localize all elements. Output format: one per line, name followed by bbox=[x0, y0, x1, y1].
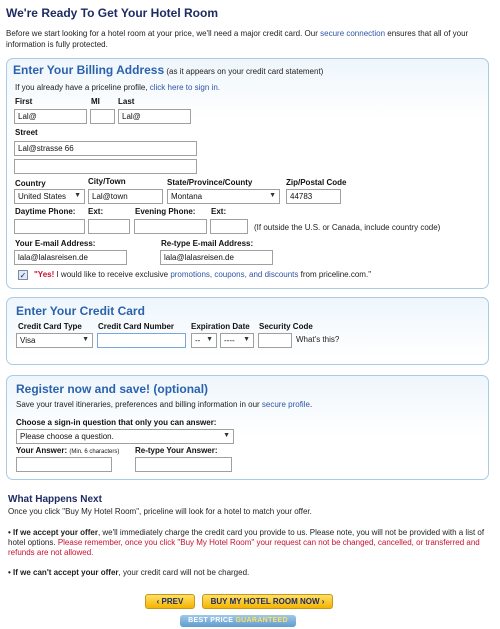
billing-title-row bbox=[13, 63, 323, 77]
checkmark-icon: ✓ bbox=[19, 271, 27, 280]
profile-signin-row: If you already have a priceline profile, click here to sign in. bbox=[15, 83, 221, 92]
expiration-year-select[interactable]: ---- ▼ bbox=[220, 333, 254, 348]
evening-ext-field[interactable] bbox=[210, 219, 248, 234]
chevron-down-icon: ▼ bbox=[223, 432, 230, 439]
signin-question-select[interactable]: Please choose a question. ▼ bbox=[16, 429, 234, 444]
accept-offer-text: • If we accept your offer, we'll immediately charge the credit card you provide to us. Please note, you will not be provided with a list of hotel options. Please remember, once you click "Buy My Hotel Room" your request can not be changed, cancelled, or transferred and refunds are not allowed. bbox=[8, 528, 485, 557]
middle-initial-field[interactable] bbox=[90, 109, 115, 124]
card-type-select[interactable]: Visa ▼ bbox=[16, 333, 93, 348]
card-number-field[interactable] bbox=[97, 333, 186, 348]
expiration-month-select[interactable]: -- ▼ bbox=[191, 333, 217, 348]
credit-card-title: Enter Your Credit Card bbox=[16, 304, 145, 318]
best-price-guaranteed-badge[interactable]: BEST PRICE GUARANTEED bbox=[180, 615, 296, 627]
chevron-down-icon: ▼ bbox=[74, 192, 81, 199]
what-happens-next-title: What Happens Next bbox=[8, 494, 102, 505]
city-field[interactable]: Lal@town bbox=[88, 189, 163, 204]
promo-optin-text: "Yes! I would like to receive exclusive promotions, coupons, and discounts from priceline.com." bbox=[34, 270, 372, 279]
daytime-ext-label: Ext: bbox=[88, 207, 104, 216]
chevron-down-icon: ▼ bbox=[206, 336, 213, 343]
phone-note: (If outside the U.S. or Canada, include country code) bbox=[254, 223, 441, 232]
evening-phone-label: Evening Phone: bbox=[135, 207, 196, 216]
zip-label: Zip/Postal Code bbox=[286, 178, 347, 187]
middle-initial-label: MI bbox=[91, 97, 100, 106]
security-code-field[interactable] bbox=[258, 333, 292, 348]
country-label: Country bbox=[15, 179, 46, 188]
zip-field[interactable]: 44783 bbox=[286, 189, 341, 204]
email-retype-field[interactable]: lala@lalasreisen.de bbox=[160, 250, 273, 265]
street-line1-field[interactable]: Lal@strasse 66 bbox=[14, 141, 197, 156]
daytime-phone-field[interactable] bbox=[14, 219, 85, 234]
evening-phone-field[interactable] bbox=[134, 219, 207, 234]
state-select[interactable]: Montana ▼ bbox=[167, 189, 280, 204]
security-code-label: Security Code bbox=[259, 322, 313, 331]
evening-ext-label: Ext: bbox=[211, 207, 227, 216]
intro-text: Before we start looking for a hotel room at your price, we'll need a major credit card. Our secure connection ensures that all of your information is fully protected. bbox=[6, 29, 469, 49]
card-type-label: Credit Card Type bbox=[18, 322, 82, 331]
buy-hotel-room-button[interactable]: BUY MY HOTEL ROOM NOW › bbox=[202, 594, 333, 609]
first-name-label: First bbox=[15, 97, 33, 106]
country-select[interactable]: United States ▼ bbox=[14, 189, 85, 204]
email-retype-label: Re-type E-mail Address: bbox=[161, 239, 254, 248]
promotions-link[interactable]: promotions, coupons, and discounts bbox=[170, 270, 299, 279]
secure-connection-link[interactable]: secure connection bbox=[320, 29, 386, 38]
first-name-field[interactable]: Lal@ bbox=[14, 109, 87, 124]
chevron-down-icon: ▼ bbox=[269, 192, 276, 199]
billing-title: Enter Your Billing Address bbox=[13, 63, 165, 77]
daytime-phone-label: Daytime Phone: bbox=[15, 207, 76, 216]
state-label: State/Province/County bbox=[167, 178, 253, 187]
answer-hint: (Min. 6 characters) bbox=[69, 449, 120, 455]
page-title: We're Ready To Get Your Hotel Room bbox=[6, 6, 218, 20]
answer-retype-label: Re-type Your Answer: bbox=[135, 446, 218, 455]
chevron-down-icon: ▼ bbox=[82, 336, 89, 343]
reject-offer-text: • If we can't accept your offer, your credit card will not be charged. bbox=[8, 568, 250, 577]
chevron-down-icon: ▼ bbox=[243, 336, 250, 343]
signin-question-label: Choose a sign-in question that only you can answer: bbox=[16, 418, 217, 427]
whats-this-link[interactable]: What's this? bbox=[296, 335, 340, 344]
street-line2-field[interactable] bbox=[14, 159, 197, 174]
secure-profile-link[interactable]: secure profile bbox=[261, 400, 310, 409]
next-intro-text: Once you click "Buy My Hotel Room", priceline will look for a hotel to match your offer. bbox=[8, 507, 312, 516]
city-label: City/Town bbox=[88, 177, 126, 186]
card-number-label: Credit Card Number bbox=[98, 322, 175, 331]
promo-optin-checkbox[interactable] bbox=[18, 270, 28, 280]
register-title: Register now and save! (optional) bbox=[16, 382, 209, 396]
email-field[interactable]: lala@lalasreisen.de bbox=[14, 250, 127, 265]
register-description: Save your travel itineraries, preferences and billing information in our secure profile. bbox=[16, 400, 313, 409]
answer-field[interactable] bbox=[16, 457, 112, 472]
street-label: Street bbox=[15, 128, 38, 137]
email-label: Your E-mail Address: bbox=[15, 239, 96, 248]
billing-subtitle: (as it appears on your credit card statement) bbox=[166, 67, 324, 76]
answer-retype-field[interactable] bbox=[135, 457, 232, 472]
last-name-field[interactable]: Lal@ bbox=[118, 109, 191, 124]
daytime-ext-field[interactable] bbox=[88, 219, 130, 234]
answer-label: Your Answer: (Min. 6 characters) bbox=[16, 446, 120, 455]
last-name-label: Last bbox=[118, 97, 135, 106]
expiration-label: Expiration Date bbox=[191, 322, 250, 331]
prev-button[interactable]: ‹ PREV bbox=[145, 594, 195, 609]
sign-in-link[interactable]: click here to sign in. bbox=[149, 83, 221, 92]
